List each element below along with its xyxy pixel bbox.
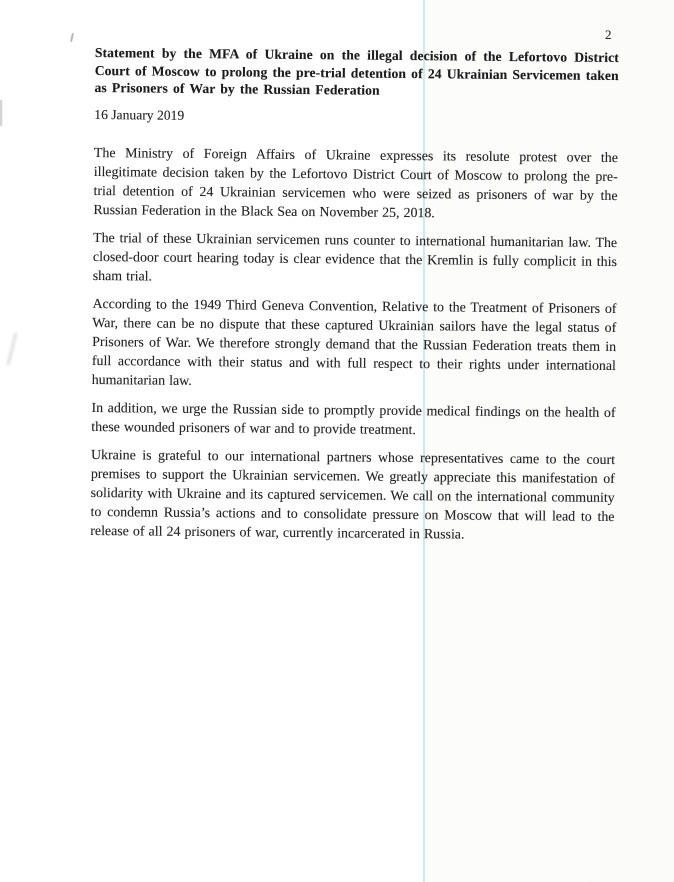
document-title: Statement by the MFA of Ukraine on the illegal decision of the Lefortovo District Court of Moscow to prolong the pre-trial detention of 24 Ukrainian Servicemen taken as Prisoners of War by the Russian Federation <box>94 44 619 98</box>
paragraph-medical: In addition, we urge the Russian side to promptly provide medical findings on the health of these wounded prisoners of war and to provide treatment. <box>91 400 616 438</box>
paragraph-trial: The trial of these Ukrainian servicemen runs counter to international humanitarian law. The closed-door court hearing today is clear evidence that the Kremlin is fully complicit in this sham trial. <box>92 230 618 285</box>
paragraph-geneva-convention: According to the 1949 Third Geneva Convention, Relative to the Treatment of Prisoners of War, there can be no dispute that these captured Ukrainian sailors have the legal status of Prisoners of War. We therefore strongly demand that the Russian Federation treats them in full accordance with their status and with full respect to their rights under international humanitarian law. <box>91 296 617 389</box>
document-date: 16 January 2019 <box>94 106 185 123</box>
document-content <box>90 44 619 555</box>
scan-edge-artifact <box>0 100 2 126</box>
paragraph-protest: The Ministry of Foreign Affairs of Ukraine expresses its resolute protest over the illegitimate decision taken by the Lefortovo District Court of Moscow to prolong the pre-trial detention of 24 Ukrainian servicemen who were seized as prisoners of war by the Russian Federation in the Black Sea on November 25, 2018. <box>93 145 618 222</box>
paragraph-gratitude: Ukraine is grateful to our international partners whose representatives came to the court premises to support the Ukrainian servicemen. We greatly appreciate this manifestation of solidarity with Ukraine and its captured servicemen. We call on the international community to condemn Russia’s actions and to consolidate pressure on Moscow that will lead to the release of all 24 prisoners of war, currently incarcerated in Russia. <box>90 447 616 543</box>
scan-smudge-artifact <box>6 332 18 366</box>
scan-tick-artifact <box>70 33 74 42</box>
page-number: 2 <box>605 27 612 42</box>
